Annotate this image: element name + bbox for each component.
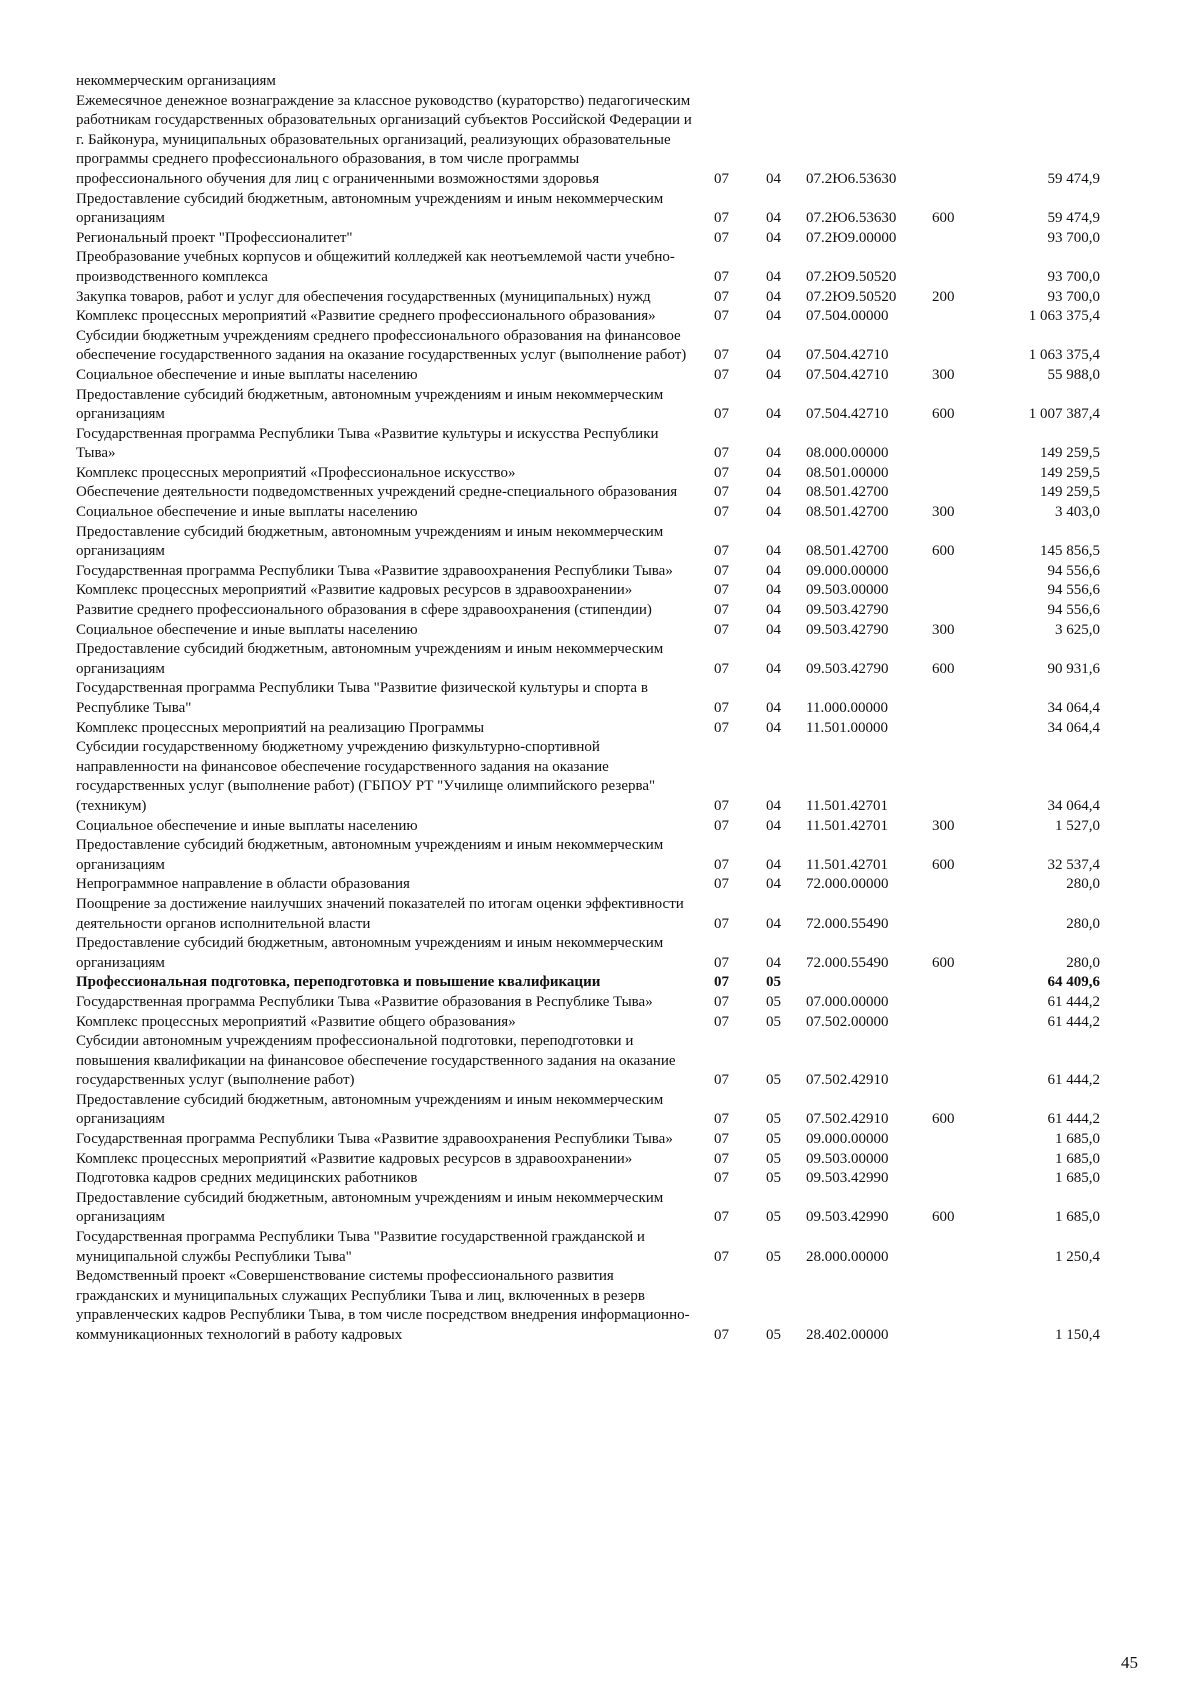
row-amount: 61 444,2 [1047, 1072, 1100, 1089]
row-amount: 3 403,0 [1055, 504, 1100, 521]
row-target-article: 07.504.42710 [806, 406, 889, 423]
row-amount: 1 685,0 [1055, 1170, 1100, 1187]
row-name: Ежемесячное денежное вознаграждение за классное руководство (кураторство) педагогическим работникам государственных образовательных организаций субъектов Российской Федерации и г. Байконура, муниципальных образовательных организаций, реализующих образовательные программы среднего профессионального образования, в том числе программы профессионального обучения для лиц с ограниченными возможностями здоровья [76, 92, 692, 187]
row-subsection: 05 [766, 1327, 781, 1343]
row-target-article: 07.502.42910 [806, 1111, 889, 1128]
row-section [700, 72, 760, 92]
row-name: Преобразование учебных корпусов и общежитий колледжей как неотъемлемой части учебно-производственного комплекса [76, 249, 675, 285]
table-row [76, 1032, 1100, 1091]
row-target-article: 07.2Ю9.50520 [806, 288, 897, 305]
row-name: Закупка товаров, работ и услуг для обеспечения государственных (муниципальных) нужд [76, 288, 651, 305]
row-target-article: 07.000.00000 [806, 993, 889, 1010]
row-subsection: 04 [766, 797, 781, 814]
row-amount: 34 064,4 [1047, 700, 1100, 716]
row-amount: 1 063 375,4 [1028, 308, 1100, 325]
row-amount: 55 988,0 [1047, 366, 1100, 383]
row-section: 07 [714, 308, 729, 325]
row-amount: 149 259,5 [1040, 484, 1100, 501]
row-subsection: 05 [766, 974, 781, 991]
row-subsection: 05 [766, 1072, 781, 1089]
row-amount: 61 444,2 [1047, 1111, 1100, 1128]
table-row [76, 503, 1100, 523]
row-expense-type: 600 [932, 210, 955, 227]
row-amount: 280,0 [1066, 954, 1100, 971]
row-subsection: 05 [766, 1170, 781, 1187]
row-name: Предоставление субсидий бюджетным, автономным учреждениям и иным некоммерческим организациям [76, 1091, 664, 1128]
table-row [76, 366, 1100, 386]
row-section: 07 [714, 445, 729, 462]
table-row [76, 640, 1100, 679]
row-expense-type [932, 973, 982, 993]
row-section: 07 [714, 660, 729, 677]
row-name: Непрограммное направление в области образования [76, 876, 410, 893]
row-section: 07 [714, 1150, 729, 1167]
row-expense-type [932, 229, 982, 249]
row-section: 07 [714, 954, 729, 971]
row-expense-type: 300 [932, 366, 955, 383]
row-name: Развитие среднего профессионального образования в сфере здравоохранения (стипендии) [76, 602, 652, 619]
row-expense-type [932, 327, 982, 366]
row-expense-type [932, 719, 982, 739]
table-row [76, 523, 1100, 562]
row-subsection: 04 [766, 504, 781, 521]
row-expense-type [932, 72, 982, 92]
row-amount: 59 474,9 [1047, 210, 1100, 227]
row-target-article: 09.503.00000 [806, 1150, 889, 1167]
row-name: Предоставление субсидий бюджетным, автономным учреждениям и иным некоммерческим организациям [76, 190, 664, 227]
row-amount: 64 409,6 [1047, 974, 1100, 991]
row-amount: 1 250,4 [1055, 1248, 1100, 1265]
table-row [76, 248, 1100, 287]
row-subsection: 04 [766, 464, 781, 481]
row-expense-type [932, 1032, 982, 1091]
budget-table [76, 72, 1100, 1346]
row-expense-type: 200 [932, 288, 955, 305]
row-expense-type [932, 464, 982, 484]
row-amount: 1 150,4 [1055, 1327, 1100, 1343]
row-section: 07 [714, 621, 729, 638]
table-row [76, 621, 1100, 641]
row-section: 07 [714, 915, 729, 932]
row-target-article: 09.503.42990 [806, 1170, 889, 1187]
row-subsection: 04 [766, 170, 781, 187]
row-expense-type [932, 248, 982, 287]
table-row [76, 1013, 1100, 1033]
row-subsection: 04 [766, 562, 781, 579]
row-name: Комплекс процессных мероприятий «Развитие кадровых ресурсов в здравоохранении» [76, 1150, 633, 1167]
row-subsection: 04 [766, 366, 781, 383]
row-subsection: 04 [766, 817, 781, 834]
row-expense-type [932, 895, 982, 934]
table-row [76, 425, 1100, 464]
row-name: Социальное обеспечение и иные выплаты населению [76, 504, 418, 521]
row-expense-type [932, 875, 982, 895]
row-section: 07 [714, 797, 729, 814]
row-amount: 94 556,6 [1047, 582, 1100, 599]
row-section: 07 [714, 974, 729, 991]
table-row [76, 875, 1100, 895]
row-amount: 61 444,2 [1047, 993, 1100, 1010]
row-target-article: 09.000.00000 [806, 562, 889, 579]
row-amount: 280,0 [1066, 915, 1100, 932]
row-target-article: 08.000.00000 [806, 445, 889, 462]
row-section: 07 [714, 1131, 729, 1148]
row-name: Предоставление субсидий бюджетным, автономным учреждениям и иным некоммерческим организациям [76, 523, 664, 560]
row-subsection: 04 [766, 719, 781, 736]
row-expense-type [932, 92, 982, 190]
row-name: Государственная программа Республики Тыва «Развитие здравоохранения Республики Тыва» [76, 562, 673, 579]
row-subsection: 05 [766, 1013, 781, 1030]
row-amount: 280,0 [1066, 876, 1100, 893]
row-section: 07 [714, 210, 729, 227]
row-section: 07 [714, 1072, 729, 1089]
budget-table-body [76, 72, 1100, 1346]
row-name: некоммерческим организациям [76, 73, 276, 89]
row-name: Комплекс процессных мероприятий на реализацию Программы [76, 719, 485, 736]
row-amount [982, 72, 1100, 92]
row-target-article: 28.402.00000 [806, 1327, 889, 1343]
row-name: Предоставление субсидий бюджетным, автономным учреждениям и иным некоммерческим организациям [76, 1189, 664, 1226]
row-amount: 1 685,0 [1055, 1150, 1100, 1167]
row-target-article: 07.502.42910 [806, 1072, 889, 1089]
row-subsection: 05 [766, 993, 781, 1010]
row-amount: 149 259,5 [1040, 445, 1100, 462]
table-row [76, 1267, 1100, 1345]
table-row [76, 229, 1100, 249]
row-expense-type: 300 [932, 504, 955, 521]
row-expense-type [932, 562, 982, 582]
row-expense-type [932, 601, 982, 621]
row-subsection: 04 [766, 445, 781, 462]
row-amount: 90 931,6 [1047, 660, 1100, 677]
table-row-section-heading [76, 973, 1100, 993]
row-section: 07 [714, 1327, 729, 1343]
table-row [76, 601, 1100, 621]
row-expense-type: 600 [932, 660, 955, 677]
row-expense-type [932, 1130, 982, 1150]
table-row [76, 738, 1100, 816]
row-section: 07 [714, 406, 729, 423]
row-expense-type: 600 [932, 543, 955, 560]
row-target-article: 08.501.42700 [806, 543, 889, 560]
row-section: 07 [714, 719, 729, 736]
table-row [76, 817, 1100, 837]
row-expense-type: 600 [932, 1209, 955, 1226]
row-name: Поощрение за достижение наилучших значений показателей по итогам оценки эффективности деятельности органов исполнительной власти [76, 895, 684, 932]
row-amount: 93 700,0 [1047, 268, 1100, 285]
row-name: Предоставление субсидий бюджетным, автономным учреждениям и иным некоммерческим организациям [76, 386, 664, 423]
table-row [76, 307, 1100, 327]
row-section: 07 [714, 170, 729, 187]
row-section: 07 [714, 1209, 729, 1226]
row-expense-type [932, 738, 982, 816]
row-name: Предоставление субсидий бюджетным, автономным учреждениям и иным некоммерческим организациям [76, 837, 664, 873]
row-name: Субсидии государственному бюджетному учреждению физкультурно-спортивной направленности на финансовое обеспечение государственного задания на оказание государственных услуг (выполнение работ) (ГБПОУ РТ "Училище олимпийского резерва" (техникум) [76, 739, 656, 814]
row-name: Комплекс процессных мероприятий «Развитие общего образования» [76, 1013, 516, 1030]
row-expense-type: 300 [932, 621, 955, 638]
row-section: 07 [714, 464, 729, 481]
row-subsection: 04 [766, 406, 781, 423]
row-target-article: 09.503.42790 [806, 660, 889, 677]
table-row [76, 934, 1100, 973]
row-amount: 94 556,6 [1047, 602, 1100, 619]
table-row [76, 719, 1100, 739]
row-subsection: 04 [766, 954, 781, 971]
row-expense-type [932, 425, 982, 464]
row-subsection: 04 [766, 856, 781, 873]
row-subsection: 04 [766, 876, 781, 893]
row-section: 07 [714, 347, 729, 364]
table-row [76, 993, 1100, 1013]
row-amount: 32 537,4 [1047, 856, 1100, 873]
row-section: 07 [714, 1013, 729, 1030]
row-name: Ведомственный проект «Совершенствование системы профессионального развития гражданских и муниципальных служащих Республики Тыва и лиц, включенных в резерв управленческих кадров Республики Тыва, в том числе посредством внедрения информационно-коммуникационных технологий в работу кадровых [76, 1268, 690, 1343]
row-expense-type [932, 679, 982, 718]
row-target-article: 07.2Ю6.53630 [806, 170, 897, 187]
row-section: 07 [714, 876, 729, 893]
row-subsection [760, 72, 806, 92]
table-row [76, 1091, 1100, 1130]
row-subsection: 05 [766, 1209, 781, 1226]
row-subsection: 04 [766, 268, 781, 285]
row-expense-type [932, 483, 982, 503]
row-amount: 59 474,9 [1047, 170, 1100, 187]
row-amount: 1 063 375,4 [1028, 347, 1100, 364]
row-name: Субсидии автономным учреждениям профессиональной подготовки, переподготовки и повышения квалификации на финансовое обеспечение государственного задания на оказание государственных услуг (выполнение работ) [76, 1033, 676, 1089]
row-target-article: 11.000.00000 [806, 700, 888, 716]
row-subsection: 04 [766, 288, 781, 305]
row-target-article: 08.501.42700 [806, 484, 889, 501]
row-name: Обеспечение деятельности подведомственных учреждений средне-специального образования [76, 484, 678, 501]
row-target-article: 07.504.42710 [806, 347, 889, 364]
row-name: Государственная программа Республики Тыва «Развитие здравоохранения Республики Тыва» [76, 1131, 673, 1148]
row-section: 07 [714, 817, 729, 834]
row-expense-type: 300 [932, 817, 955, 834]
row-subsection: 04 [766, 543, 781, 560]
row-expense-type [932, 993, 982, 1013]
table-row [76, 92, 1100, 190]
row-section: 07 [714, 562, 729, 579]
row-name: Социальное обеспечение и иные выплаты населению [76, 621, 418, 638]
row-subsection: 05 [766, 1248, 781, 1265]
row-target-article: 28.000.00000 [806, 1248, 889, 1265]
row-amount: 93 700,0 [1047, 288, 1100, 305]
row-name: Государственная программа Республики Тыва "Развитие государственной гражданской и муниципальной службы Республики Тыва" [76, 1229, 645, 1265]
row-target-article: 09.000.00000 [806, 1131, 889, 1148]
row-expense-type [932, 1150, 982, 1170]
table-row [76, 1130, 1100, 1150]
row-target-article: 08.501.00000 [806, 464, 889, 481]
row-target-article: 11.501.42701 [806, 797, 888, 814]
table-row [76, 895, 1100, 934]
row-target-article [806, 973, 932, 993]
row-subsection: 04 [766, 308, 781, 325]
row-name: Государственная программа Республики Тыва «Развитие культуры и искусства Республики Тыва» [76, 425, 659, 462]
row-target-article: 11.501.42701 [806, 856, 888, 873]
row-name: Субсидии бюджетным учреждениям среднего профессионального образования на финансовое обеспечение государственного задания на оказание государственных услуг (выполнение работ) [76, 327, 687, 364]
row-amount: 1 685,0 [1055, 1131, 1100, 1148]
row-section: 07 [714, 1248, 729, 1265]
row-expense-type [932, 1228, 982, 1267]
row-target-article: 07.2Ю6.53630 [806, 210, 897, 227]
row-target-article: 09.503.42790 [806, 602, 889, 619]
row-amount: 93 700,0 [1047, 229, 1100, 246]
row-amount: 1 527,0 [1055, 817, 1100, 834]
row-subsection: 05 [766, 1111, 781, 1128]
row-section: 07 [714, 366, 729, 383]
row-subsection: 04 [766, 347, 781, 364]
row-target-article: 07.2Ю9.00000 [806, 229, 897, 246]
row-name: Государственная программа Республики Тыва "Развитие физической культуры и спорта в Республике Тыва" [76, 680, 648, 716]
table-row [76, 1189, 1100, 1228]
row-target-article: 09.503.00000 [806, 582, 889, 599]
row-amount: 94 556,6 [1047, 562, 1100, 579]
row-name: Предоставление субсидий бюджетным, автономным учреждениям и иным некоммерческим организациям [76, 935, 664, 971]
row-target-article: 07.502.00000 [806, 1013, 889, 1030]
table-row [76, 190, 1100, 229]
row-amount: 61 444,2 [1047, 1013, 1100, 1030]
row-section: 07 [714, 1170, 729, 1187]
row-expense-type [932, 1267, 982, 1345]
table-row [76, 679, 1100, 718]
row-name: Региональный проект "Профессионалитет" [76, 229, 353, 246]
row-section: 07 [714, 504, 729, 521]
row-target-article: 07.504.00000 [806, 308, 889, 325]
row-subsection: 04 [766, 660, 781, 677]
row-subsection: 04 [766, 210, 781, 227]
row-target-article: 11.501.00000 [806, 719, 888, 736]
table-row [76, 562, 1100, 582]
row-name: Профессиональная подготовка, переподготовка и повышение квалификации [76, 974, 601, 991]
row-target-article: 09.503.42790 [806, 621, 889, 638]
row-section: 07 [714, 993, 729, 1010]
row-expense-type [932, 1169, 982, 1189]
row-target-article: 07.504.42710 [806, 366, 889, 383]
page-number: 45 [1121, 1653, 1138, 1672]
table-row [76, 483, 1100, 503]
table-row [76, 1169, 1100, 1189]
row-target-article: 11.501.42701 [806, 817, 888, 834]
row-subsection: 04 [766, 621, 781, 638]
table-row [76, 836, 1100, 875]
row-section: 07 [714, 484, 729, 501]
row-target-article: 72.000.55490 [806, 954, 889, 971]
row-name: Комплекс процессных мероприятий «Развитие среднего профессионального образования» [76, 308, 656, 325]
table-row [76, 581, 1100, 601]
row-target-article: 72.000.55490 [806, 915, 889, 932]
table-row [76, 386, 1100, 425]
row-amount: 34 064,4 [1047, 797, 1100, 814]
row-subsection: 04 [766, 484, 781, 501]
row-section: 07 [714, 288, 729, 305]
row-subsection: 05 [766, 1131, 781, 1148]
row-subsection: 04 [766, 915, 781, 932]
row-amount: 3 625,0 [1055, 621, 1100, 638]
row-expense-type: 600 [932, 954, 955, 971]
row-name: Комплекс процессных мероприятий «Профессиональное искусство» [76, 464, 516, 481]
row-subsection: 05 [766, 1150, 781, 1167]
row-subsection: 04 [766, 229, 781, 246]
row-target-article: 72.000.00000 [806, 876, 889, 893]
row-amount: 1 007 387,4 [1028, 406, 1100, 423]
row-expense-type: 600 [932, 856, 955, 873]
row-subsection: 04 [766, 582, 781, 599]
row-name: Подготовка кадров средних медицинских работников [76, 1170, 418, 1187]
row-subsection: 04 [766, 700, 781, 716]
table-row [76, 1228, 1100, 1267]
row-amount: 1 685,0 [1055, 1209, 1100, 1226]
row-amount: 34 064,4 [1047, 719, 1100, 736]
row-section: 07 [714, 700, 729, 716]
table-row [76, 288, 1100, 308]
row-section: 07 [714, 268, 729, 285]
row-name: Государственная программа Республики Тыва «Развитие образования в Республике Тыва» [76, 993, 653, 1010]
row-section: 07 [714, 856, 729, 873]
row-expense-type [932, 1013, 982, 1033]
row-expense-type: 600 [932, 1111, 955, 1128]
row-subsection: 04 [766, 602, 781, 619]
row-section: 07 [714, 229, 729, 246]
row-target-article [806, 72, 932, 92]
row-section: 07 [714, 582, 729, 599]
row-amount: 145 856,5 [1040, 543, 1100, 560]
table-row [76, 72, 1100, 92]
row-name: Предоставление субсидий бюджетным, автономным учреждениям и иным некоммерческим организациям [76, 641, 664, 677]
row-name: Социальное обеспечение и иные выплаты населению [76, 817, 418, 834]
row-name: Комплекс процессных мероприятий «Развитие кадровых ресурсов в здравоохранении» [76, 582, 633, 599]
row-expense-type [932, 307, 982, 327]
row-name: Социальное обеспечение и иные выплаты населению [76, 366, 418, 383]
table-row [76, 1150, 1100, 1170]
row-section: 07 [714, 602, 729, 619]
row-section: 07 [714, 1111, 729, 1128]
row-section: 07 [714, 543, 729, 560]
row-target-article: 09.503.42990 [806, 1209, 889, 1226]
row-expense-type: 600 [932, 406, 955, 423]
table-row [76, 327, 1100, 366]
row-expense-type [932, 581, 982, 601]
row-amount: 149 259,5 [1040, 464, 1100, 481]
row-target-article: 08.501.42700 [806, 504, 889, 521]
table-row [76, 464, 1100, 484]
row-target-article: 07.2Ю9.50520 [806, 268, 897, 285]
